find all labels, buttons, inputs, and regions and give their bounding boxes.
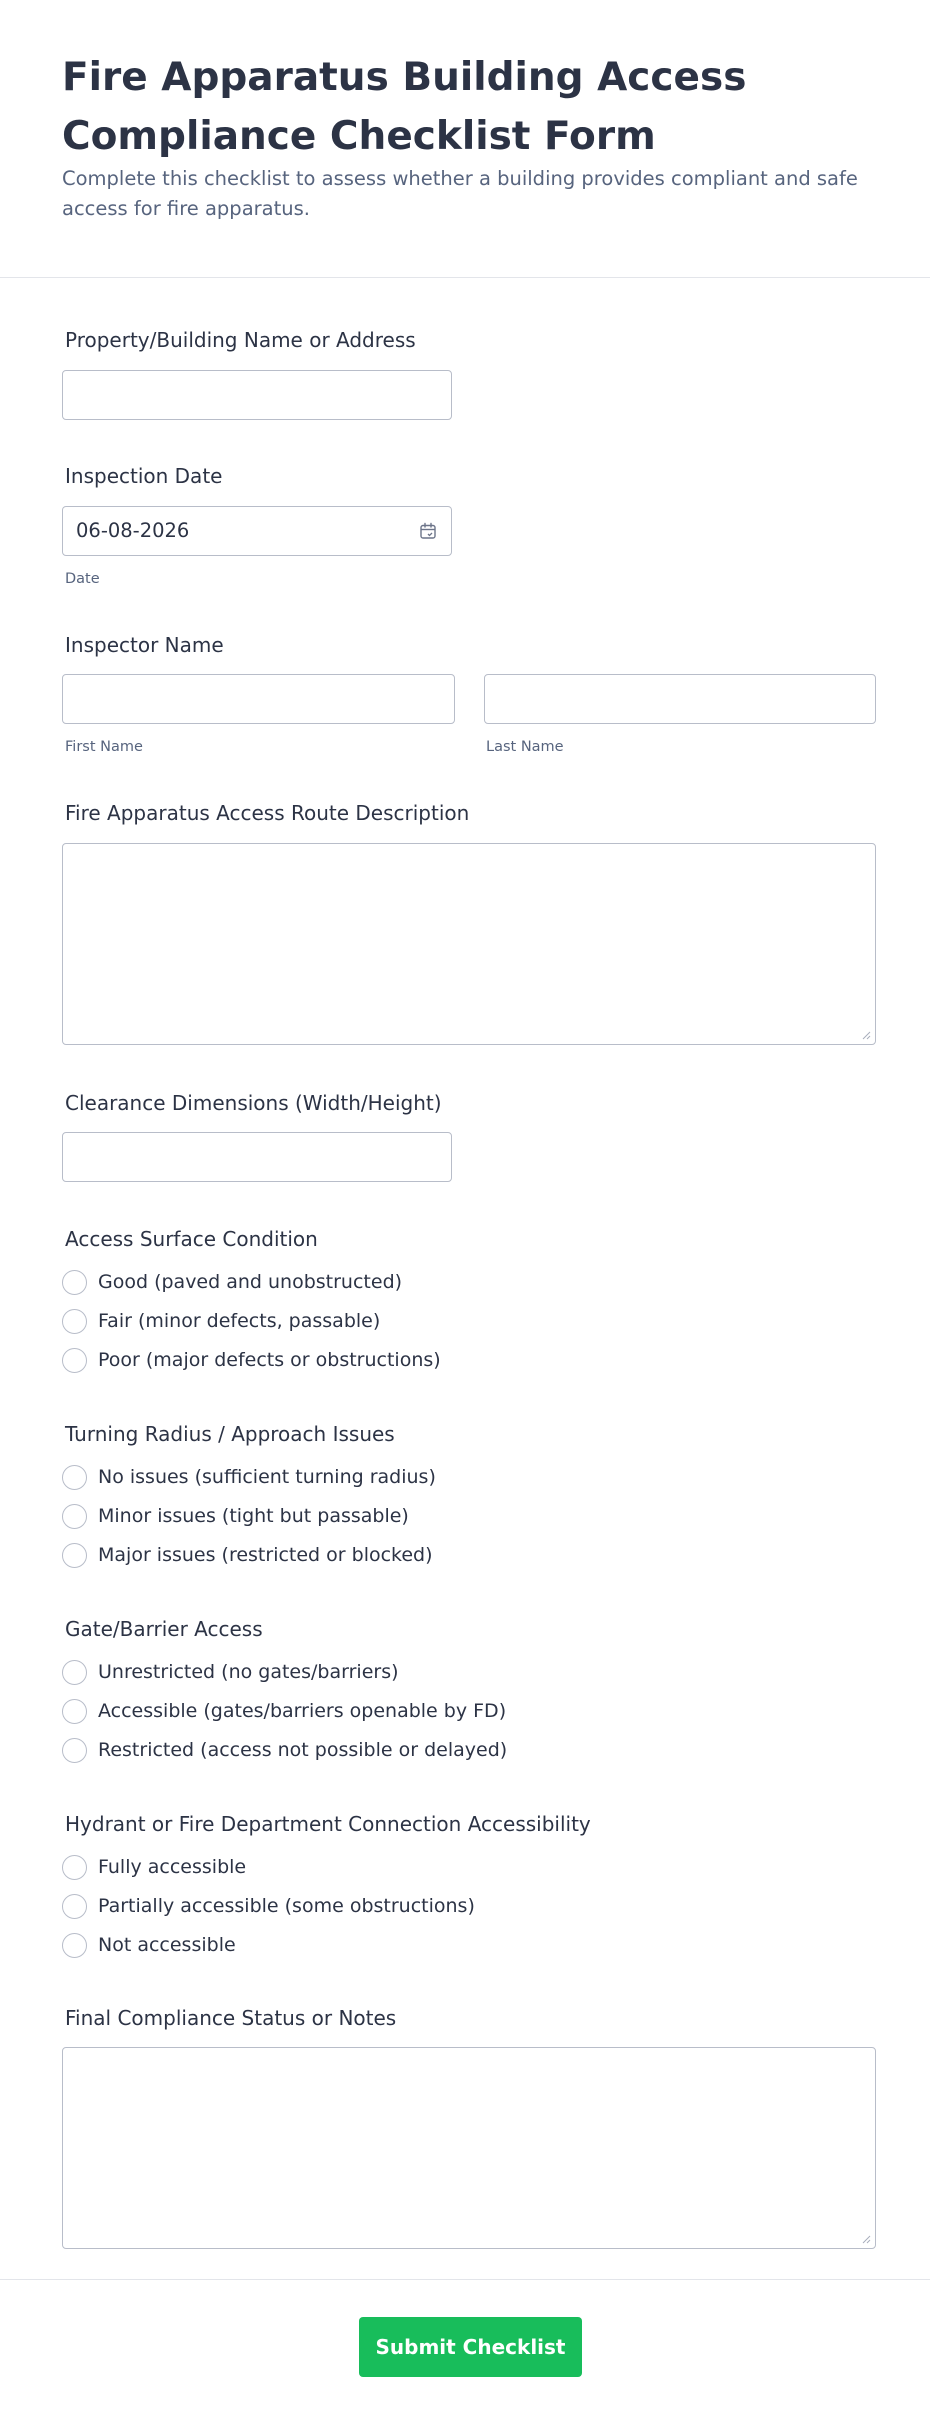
radio-option-label: Poor (major defects or obstructions) — [98, 1349, 441, 1371]
radio-button[interactable] — [62, 1855, 87, 1880]
radio-button[interactable] — [62, 1894, 87, 1919]
turning-option-major[interactable] — [62, 1540, 433, 1570]
surface-option-fair[interactable] — [62, 1306, 380, 1336]
inspection-date-sublabel: Date — [65, 571, 100, 587]
inspection-date-input[interactable] — [62, 506, 452, 556]
radio-option-label: Good (paved and unobstructed) — [98, 1271, 403, 1293]
calendar-icon[interactable] — [419, 522, 437, 540]
radio-option-label: Partially accessible (some obstructions) — [98, 1895, 475, 1917]
radio-option-label: Not accessible — [98, 1934, 236, 1956]
resize-grip-icon[interactable] — [861, 2234, 871, 2244]
gate-option-accessible[interactable] — [62, 1696, 506, 1726]
last-name-sublabel: Last Name — [486, 739, 564, 755]
radio-button[interactable] — [62, 1738, 87, 1763]
radio-option-label: Unrestricted (no gates/barriers) — [98, 1661, 399, 1683]
clearance-input[interactable] — [62, 1132, 452, 1182]
route-description-label: Fire Apparatus Access Route Description — [65, 801, 470, 825]
form-header — [0, 0, 930, 278]
radio-button[interactable] — [62, 1933, 87, 1958]
turning-option-none[interactable] — [62, 1462, 436, 1492]
page-description: Complete this checklist to assess whether a building provides compliant and safe access for fire apparatus. — [62, 167, 858, 220]
inspection-date-label: Inspection Date — [65, 464, 223, 488]
radio-button[interactable] — [62, 1504, 87, 1529]
radio-button[interactable] — [62, 1270, 87, 1295]
radio-button[interactable] — [62, 1660, 87, 1685]
resize-grip-icon[interactable] — [861, 1030, 871, 1040]
radio-option-label: Minor issues (tight but passable) — [98, 1505, 409, 1527]
property-label: Property/Building Name or Address — [65, 328, 416, 352]
final-notes-textarea[interactable] — [62, 2047, 876, 2249]
surface-condition-label: Access Surface Condition — [65, 1227, 318, 1251]
page-title: Fire Apparatus Building Access Compliance Checklist Form — [62, 55, 747, 159]
surface-option-good[interactable] — [62, 1267, 402, 1297]
last-name-input[interactable] — [484, 674, 876, 724]
turning-radius-label: Turning Radius / Approach Issues — [65, 1422, 395, 1446]
inspector-name-label: Inspector Name — [65, 633, 224, 657]
radio-option-label: Fair (minor defects, passable) — [98, 1310, 381, 1332]
radio-button[interactable] — [62, 1543, 87, 1568]
property-input[interactable] — [62, 370, 452, 420]
final-notes-label: Final Compliance Status or Notes — [65, 2006, 397, 2030]
route-description-textarea[interactable] — [62, 843, 876, 1045]
radio-option-label: Accessible (gates/barriers openable by FD) — [98, 1700, 507, 1722]
gate-option-unrestricted[interactable] — [62, 1657, 399, 1687]
turning-option-minor[interactable] — [62, 1501, 409, 1531]
surface-option-poor[interactable] — [62, 1345, 441, 1375]
first-name-input[interactable] — [62, 674, 455, 724]
submit-button[interactable]: Submit Checklist — [359, 2317, 582, 2377]
radio-option-label: Fully accessible — [98, 1856, 247, 1878]
radio-option-label: Restricted (access not possible or delayed) — [98, 1739, 508, 1761]
hydrant-option-partially[interactable] — [62, 1891, 475, 1921]
gate-access-label: Gate/Barrier Access — [65, 1617, 263, 1641]
radio-button[interactable] — [62, 1465, 87, 1490]
radio-button[interactable] — [62, 1309, 87, 1334]
radio-button[interactable] — [62, 1348, 87, 1373]
first-name-sublabel: First Name — [65, 739, 143, 755]
clearance-label: Clearance Dimensions (Width/Height) — [65, 1091, 442, 1115]
hydrant-access-label: Hydrant or Fire Department Connection Accessibility — [65, 1812, 591, 1836]
gate-option-restricted[interactable] — [62, 1735, 507, 1765]
radio-option-label: Major issues (restricted or blocked) — [98, 1544, 433, 1566]
hydrant-option-fully[interactable] — [62, 1852, 246, 1882]
inspection-date-value: 06-08-2026 — [76, 519, 190, 542]
hydrant-option-not[interactable] — [62, 1930, 236, 1960]
radio-button[interactable] — [62, 1699, 87, 1724]
radio-option-label: No issues (sufficient turning radius) — [98, 1466, 436, 1488]
